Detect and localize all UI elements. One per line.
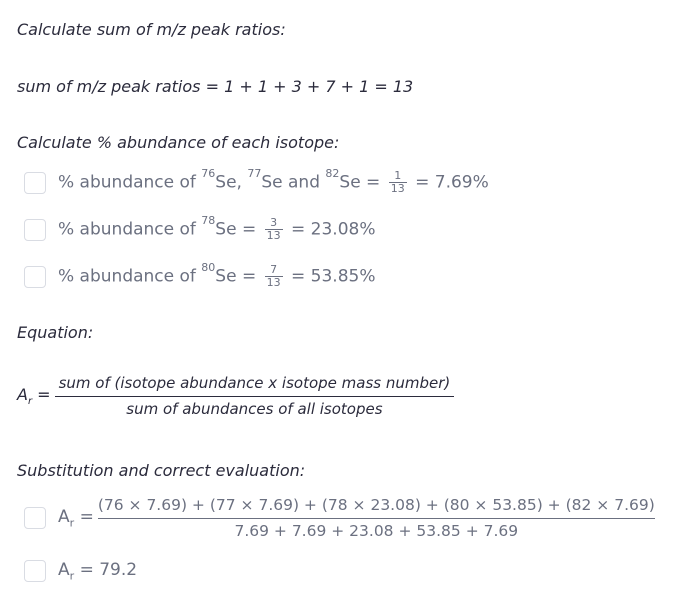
checkbox[interactable] [24,219,46,241]
checkbox[interactable] [24,507,46,529]
equation-fraction [55,374,455,418]
abundance-text: % abundance of $^{76}$Se, $^{77}$Se and $^{82}$Se = $\frac{1}{13}$ = 7.69% [58,167,489,195]
equation-denominator: sum of abundances of all isotopes [126,400,383,418]
heading-calc-sum: Calculate sum of m/z peak ratios: [17,20,286,39]
substitution-fraction [98,496,655,540]
final-value: $A_r = 79.2$ [58,560,138,583]
heading-substitution: Substitution and correct evaluation: [17,461,306,480]
sum-line: sum of m/z peak ratios = 1 + 1 + 3 + 7 + 1 = 13 [17,77,414,96]
heading-calc-percent: Calculate % abundance of each isotope: [17,133,340,152]
heading-equation: Equation: [17,323,94,342]
final-row [24,560,137,582]
abundance-row-3 [24,261,376,289]
abundance-row-1 [24,167,489,195]
substitution-lhs: $A_r$ = [58,506,94,530]
equation [17,374,454,418]
abundance-text: % abundance of $^{80}$Se = $\frac{7}{13}$ = 53.85% [58,261,376,289]
abundance-row-2 [24,214,376,242]
substitution-row [24,496,655,540]
equation-numerator: sum of (isotope abundance x isotope mass number) [55,374,455,397]
substitution-numerator: (76 × 7.69) + (77 × 7.69) + (78 × 23.08) + (80 × 53.85) + (82 × 7.69) [98,496,655,519]
checkbox[interactable] [24,172,46,194]
fraction: $\frac{1}{13}$ [390,169,405,195]
substitution-denominator: 7.69 + 7.69 + 23.08 + 53.85 + 7.69 [234,522,519,540]
abundance-text: % abundance of $^{78}$Se = $\frac{3}{13}$ = 23.08% [58,214,376,242]
fraction: $\frac{7}{13}$ [266,263,281,289]
checkbox[interactable] [24,560,46,582]
fraction: $\frac{3}{13}$ [266,216,281,242]
checkbox[interactable] [24,266,46,288]
equation-lhs: $A_r$ = [17,384,51,408]
